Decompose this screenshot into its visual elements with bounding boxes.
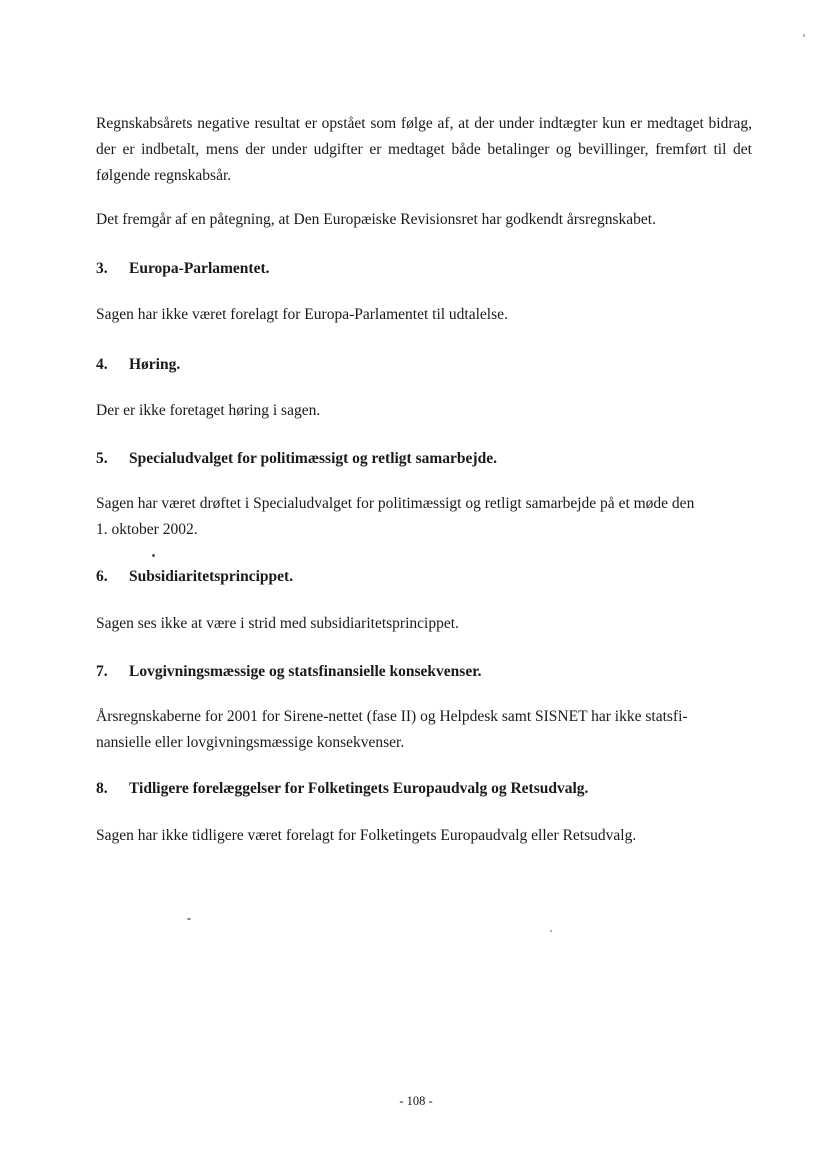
scan-speck xyxy=(550,930,552,932)
scan-speck xyxy=(803,34,805,37)
section-3-number: 3. xyxy=(96,260,108,277)
section-5-title: Specialudvalget for politimæssigt og retligt samarbejde. xyxy=(129,450,497,467)
section-7-title: Lovgivningsmæssige og statsfinansielle konsekvenser. xyxy=(129,663,482,680)
section-8-title: Tidligere forelæggelser for Folketingets Europaudvalg og Retsudvalg. xyxy=(129,780,589,797)
section-6-number: 6. xyxy=(96,568,108,585)
scan-speck xyxy=(187,918,191,920)
scan-speck xyxy=(152,554,155,557)
section-3-body xyxy=(96,302,752,328)
intro-paragraph-2: Det fremgår af en påtegning, at Den Europæiske Revisionsret har godkendt årsregnskabet. xyxy=(96,211,656,228)
section-7-number: 7. xyxy=(96,663,108,680)
section-4-number: 4. xyxy=(96,356,108,373)
section-7-body xyxy=(96,704,752,756)
section-6-body-line-1: Sagen ses ikke at være i strid med subsidiaritetsprincippet. xyxy=(96,615,459,632)
section-4-body xyxy=(96,398,752,424)
page-number: - 108 - xyxy=(399,1094,433,1108)
section-8-heading xyxy=(96,778,776,800)
section-4-body-line-1: Der er ikke foretaget høring i sagen. xyxy=(96,402,321,419)
section-8-number: 8. xyxy=(96,780,108,797)
section-6-title: Subsidiaritetsprincippet. xyxy=(129,568,294,585)
section-7-heading xyxy=(96,661,776,683)
section-3-title: Europa-Parlamentet. xyxy=(129,260,270,277)
intro-paragraph-1: Regnskabsårets negative resultat er opstået som følge af, at der under indtægter kun er medtaget bidrag, der er indbetalt, mens der under udgifter er medtaget både betalinger og bevillinger, fremført til det følgende regnskabsår. xyxy=(96,115,752,184)
section-4-heading xyxy=(96,354,776,376)
section-5-body-line-1: Sagen har været drøftet i Specialudvalget for politimæssigt og retligt samarbejde på et møde den xyxy=(96,495,695,512)
section-8-body xyxy=(96,823,752,849)
section-8-body-line-1: Sagen har ikke tidligere været forelagt for Folketingets Europaudvalg eller Retsudvalg. xyxy=(96,827,637,844)
section-5-heading xyxy=(96,448,776,470)
section-6-heading xyxy=(96,566,776,588)
section-5-body xyxy=(96,491,752,543)
section-7-body-line-1: Årsregnskaberne for 2001 for Sirene-nettet (fase II) og Helpdesk samt SISNET har ikke statsfi- xyxy=(96,708,688,725)
section-3-heading xyxy=(96,258,776,280)
section-5-number: 5. xyxy=(96,450,108,467)
section-7-body-line-2: nansielle eller lovgivningsmæssige konsekvenser. xyxy=(96,734,405,751)
section-5-body-line-2: 1. oktober 2002. xyxy=(96,521,198,538)
section-6-body xyxy=(96,611,752,637)
section-3-body-line-1: Sagen har ikke været forelagt for Europa-Parlamentet til udtalelse. xyxy=(96,306,508,323)
section-4-title: Høring. xyxy=(129,356,181,373)
